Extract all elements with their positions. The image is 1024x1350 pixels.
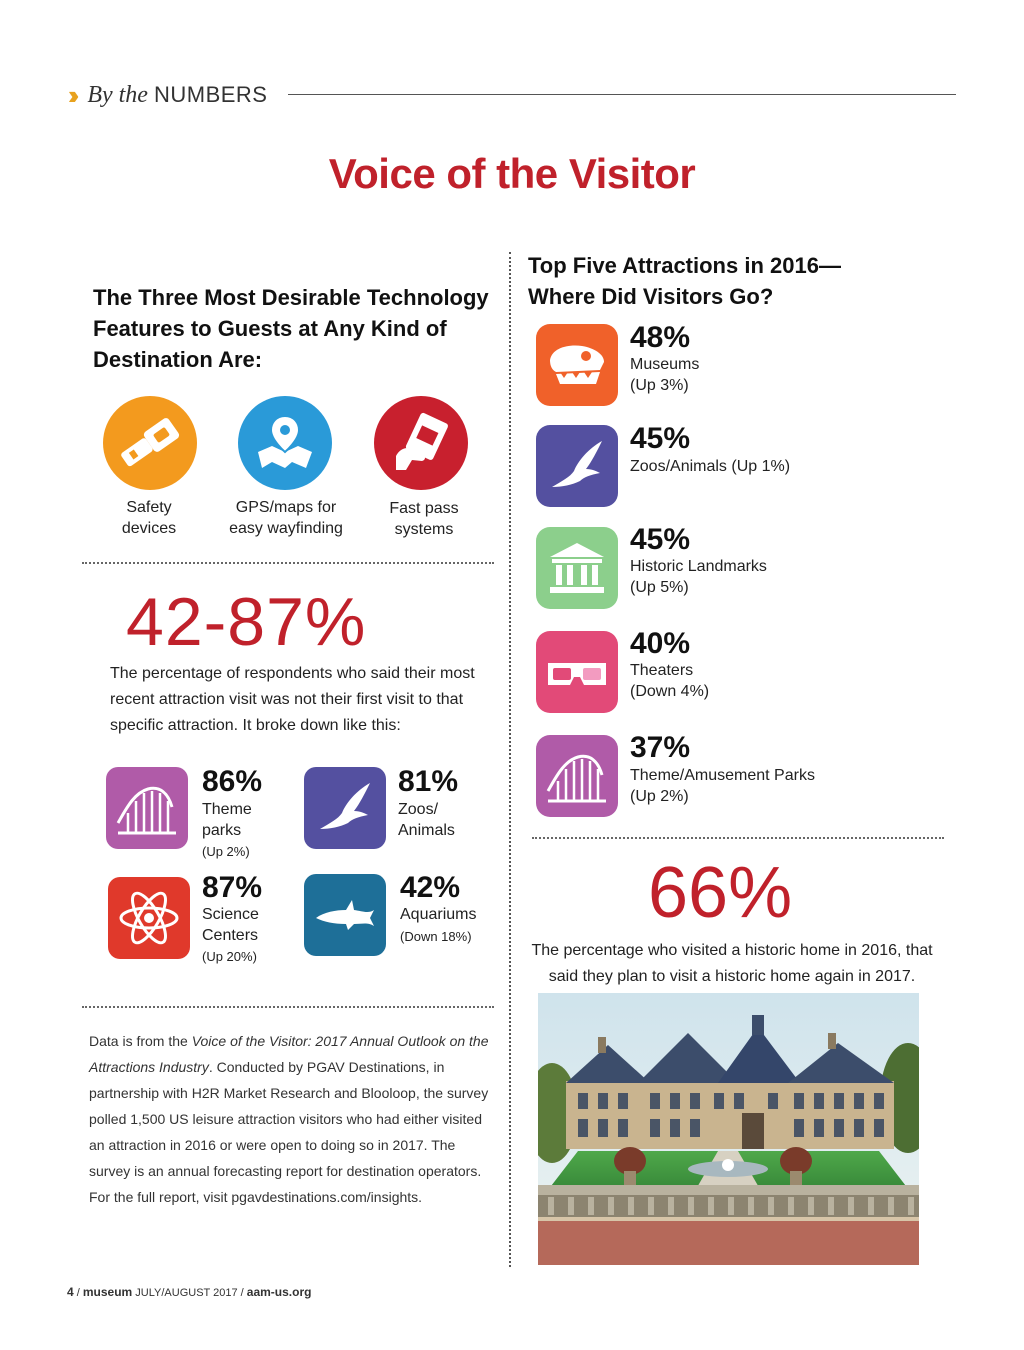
stat-label: Theme parks xyxy=(202,801,252,839)
stat-label: Science Centers xyxy=(202,906,259,944)
historic-description: The percentage who visited a historic home in 2016, that said they plan to visit a historic home again in 2017. xyxy=(531,942,933,985)
big-stat-historic: 66% xyxy=(648,853,793,933)
ticket-hand-icon xyxy=(374,396,468,490)
kicker-italic: By the xyxy=(87,81,148,108)
top5-percent: 48% xyxy=(630,321,691,354)
atom-icon xyxy=(108,877,190,959)
top5-label: Museums (Up 3%) xyxy=(630,356,700,394)
historic-home-photo xyxy=(538,993,919,1265)
stat-percent: 42% xyxy=(400,871,461,904)
source-note: Data is from the Voice of the Visitor: 2017 Annual Outlook on the Attractions Industry. Conducted by PGAV Destinations, in partnership with H2R Market Research and Blooloop, the survey polled 1,500 US leisure attraction visitors who had either visited an attraction in 2016 or were open to doing so in 2017. The survey is an annual forecasting report for destination operators. For the full report, visit pgavdestinations.com/insights. xyxy=(89,1033,489,1205)
section-kicker xyxy=(68,80,267,110)
top5-percent: 45% xyxy=(630,422,691,455)
feature-label: Fast pass systems xyxy=(389,500,459,538)
dinosaur-skull-icon xyxy=(536,324,618,406)
page-footer: 4 / museum JULY/AUGUST 2017 / aam-us.org xyxy=(67,1285,312,1299)
stat-percent: 86% xyxy=(202,765,263,798)
top5-percent: 37% xyxy=(630,731,691,764)
page-title: Voice of the Visitor xyxy=(328,150,696,197)
top5-percent: 40% xyxy=(630,627,691,660)
feature-label: Safety devices xyxy=(121,499,177,537)
top5-label: Theme/Amusement Parks (Up 2%) xyxy=(630,767,815,805)
landmark-icon xyxy=(536,527,618,609)
top5-label: Theaters (Down 4%) xyxy=(630,662,710,700)
dotted-divider xyxy=(82,562,494,564)
stat-change: (Up 20%) xyxy=(202,949,257,964)
big-stat-range: 42-87% xyxy=(126,584,367,660)
stat-label: Zoos/ Animals xyxy=(398,801,455,839)
kicker-word: NUMBERS xyxy=(153,82,268,107)
double-chevron-icon: ›› xyxy=(68,79,74,110)
shark-icon xyxy=(304,874,386,956)
stat-percent: 81% xyxy=(398,765,459,798)
roller-coaster-icon xyxy=(106,767,188,849)
stat-change: (Up 2%) xyxy=(202,844,250,859)
stat-change: (Down 18%) xyxy=(400,929,472,944)
seatbelt-icon xyxy=(103,396,197,490)
kicker-rule xyxy=(288,94,956,95)
dotted-divider xyxy=(532,837,944,839)
roller-coaster-icon xyxy=(536,735,618,817)
top5-label: Historic Landmarks (Up 5%) xyxy=(630,558,767,596)
stat-percent: 87% xyxy=(202,871,263,904)
3d-glasses-icon xyxy=(536,631,618,713)
top5-heading: Top Five Attractions in 2016— Where Did Visitors Go? xyxy=(528,253,841,309)
feature-label: GPS/maps for easy wayfinding xyxy=(229,499,343,537)
column-divider xyxy=(509,252,511,1267)
range-description: The percentage of respondents who said their most recent attraction visit was not their first visit to that specific attraction. It broke down like this: xyxy=(110,665,475,734)
eagle-icon xyxy=(304,767,386,849)
eagle-icon xyxy=(536,425,618,507)
top5-percent: 45% xyxy=(630,523,691,556)
dotted-divider xyxy=(82,1006,494,1008)
tech-heading: The Three Most Desirable Technology Features to Guests at Any Kind of Destination Are: xyxy=(93,285,489,372)
map-pin-icon xyxy=(238,396,332,490)
top5-label: Zoos/Animals (Up 1%) xyxy=(630,458,791,475)
stat-label: Aquariums xyxy=(400,906,477,923)
